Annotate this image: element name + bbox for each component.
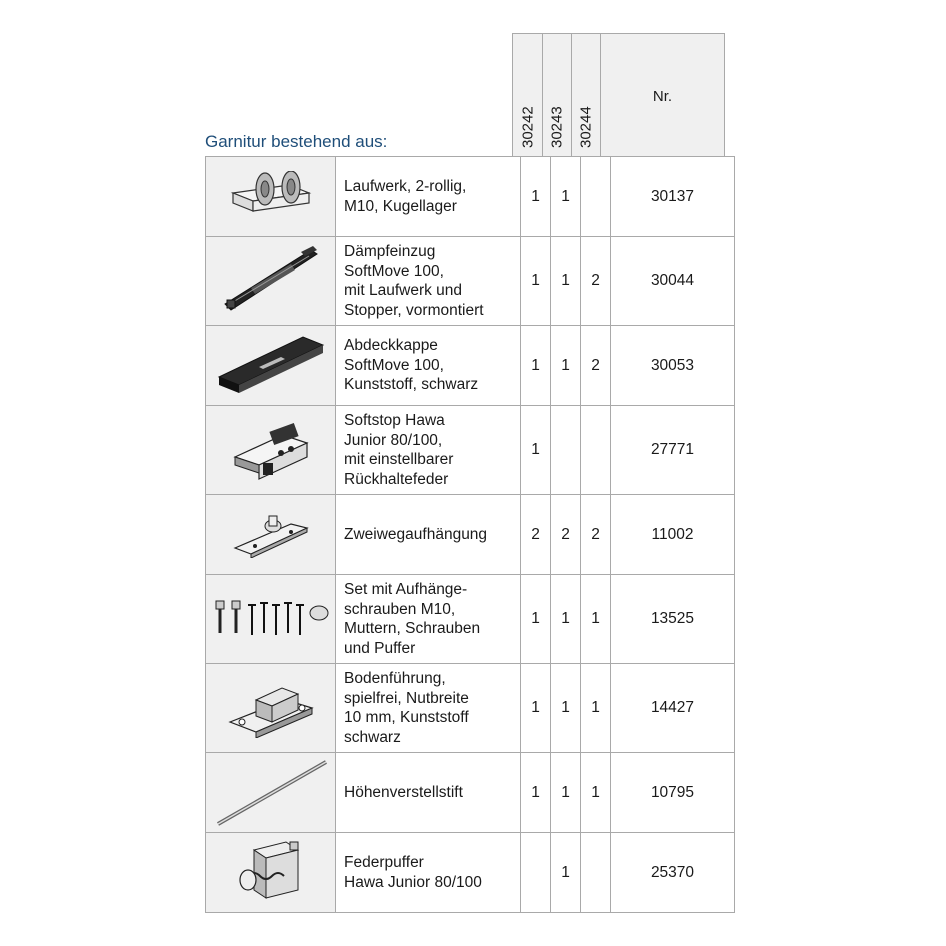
item-image — [206, 495, 336, 575]
qty-30242: 1 — [521, 753, 551, 833]
table-row — [206, 326, 735, 406]
item-description: Bodenführung, spielfrei, Nutbreite 10 mm, Kunststoff schwarz — [336, 664, 521, 753]
item-description: Laufwerk, 2-rollig, M10, Kugellager — [336, 157, 521, 237]
qty-30243: 1 — [551, 237, 581, 326]
qty-30244: 2 — [581, 237, 611, 326]
spring-buffer-icon — [238, 840, 304, 906]
qty-30242: 2 — [521, 495, 551, 575]
table-row — [206, 575, 735, 664]
header-col-30244 — [571, 33, 601, 157]
qty-30242: 1 — [521, 237, 551, 326]
suspension-icon — [233, 512, 309, 558]
qty-30243: 1 — [551, 664, 581, 753]
qty-30244 — [581, 833, 611, 913]
item-image — [206, 157, 336, 237]
header-col-30243 — [542, 33, 572, 157]
qty-30242 — [521, 833, 551, 913]
table-row — [206, 833, 735, 913]
item-number: 11002 — [611, 495, 735, 575]
damper-icon — [221, 244, 321, 318]
item-image — [206, 753, 336, 833]
item-image — [206, 575, 336, 664]
table-row — [206, 406, 735, 495]
item-number: 27771 — [611, 406, 735, 495]
qty-30242: 1 — [521, 157, 551, 237]
item-number: 10795 — [611, 753, 735, 833]
item-image — [206, 237, 336, 326]
qty-30244: 2 — [581, 326, 611, 406]
qty-30244: 1 — [581, 753, 611, 833]
item-description: Höhenverstellstift — [336, 753, 521, 833]
qty-30243: 1 — [551, 326, 581, 406]
qty-30243 — [551, 406, 581, 495]
qty-30243: 1 — [551, 833, 581, 913]
table-row — [206, 753, 735, 833]
item-number: 30137 — [611, 157, 735, 237]
qty-30243: 1 — [551, 157, 581, 237]
item-image — [206, 406, 336, 495]
qty-30244 — [581, 406, 611, 495]
qty-30242: 1 — [521, 406, 551, 495]
qty-30243: 1 — [551, 575, 581, 664]
item-description: Federpuffer Hawa Junior 80/100 — [336, 833, 521, 913]
item-number: 30053 — [611, 326, 735, 406]
header-col-nr: Nr. — [600, 33, 725, 157]
softstop-icon — [229, 417, 313, 483]
screws-set-icon — [212, 599, 330, 639]
floor-guide-icon — [228, 678, 314, 738]
parts-table — [205, 156, 735, 913]
qty-30244 — [581, 157, 611, 237]
item-description: Dämpfeinzug SoftMove 100, mit Laufwerk und Stopper, vormontiert — [336, 237, 521, 326]
table-row — [206, 157, 735, 237]
qty-30244: 2 — [581, 495, 611, 575]
qty-30244: 1 — [581, 664, 611, 753]
cover-cap-icon — [217, 335, 325, 397]
item-image — [206, 833, 336, 913]
item-image — [206, 326, 336, 406]
qty-30242: 1 — [521, 664, 551, 753]
item-description: Abdeckkappe SoftMove 100, Kunststoff, schwarz — [336, 326, 521, 406]
adjusting-pin-icon — [212, 758, 330, 828]
item-image — [206, 664, 336, 753]
item-description: Set mit Aufhänge- schrauben M10, Muttern, Schrauben und Puffer — [336, 575, 521, 664]
header-label: 30242 — [519, 106, 536, 148]
item-description: Softstop Hawa Junior 80/100, mit einstellbarer Rückhaltefeder — [336, 406, 521, 495]
table-row — [206, 495, 735, 575]
qty-30242: 1 — [521, 575, 551, 664]
qty-30242: 1 — [521, 326, 551, 406]
item-number: 13525 — [611, 575, 735, 664]
qty-30243: 2 — [551, 495, 581, 575]
table-row — [206, 237, 735, 326]
item-number: 25370 — [611, 833, 735, 913]
table-row — [206, 664, 735, 753]
running-gear-icon — [229, 171, 313, 223]
item-description: Zweiwegaufhängung — [336, 495, 521, 575]
table-title: Garnitur bestehend aus: — [205, 132, 388, 151]
qty-30243: 1 — [551, 753, 581, 833]
qty-30244: 1 — [581, 575, 611, 664]
header-label: 30244 — [577, 106, 595, 148]
item-number: 30044 — [611, 237, 735, 326]
header-col-30242 — [512, 33, 543, 157]
item-number: 14427 — [611, 664, 735, 753]
header-label: 30243 — [548, 106, 566, 148]
